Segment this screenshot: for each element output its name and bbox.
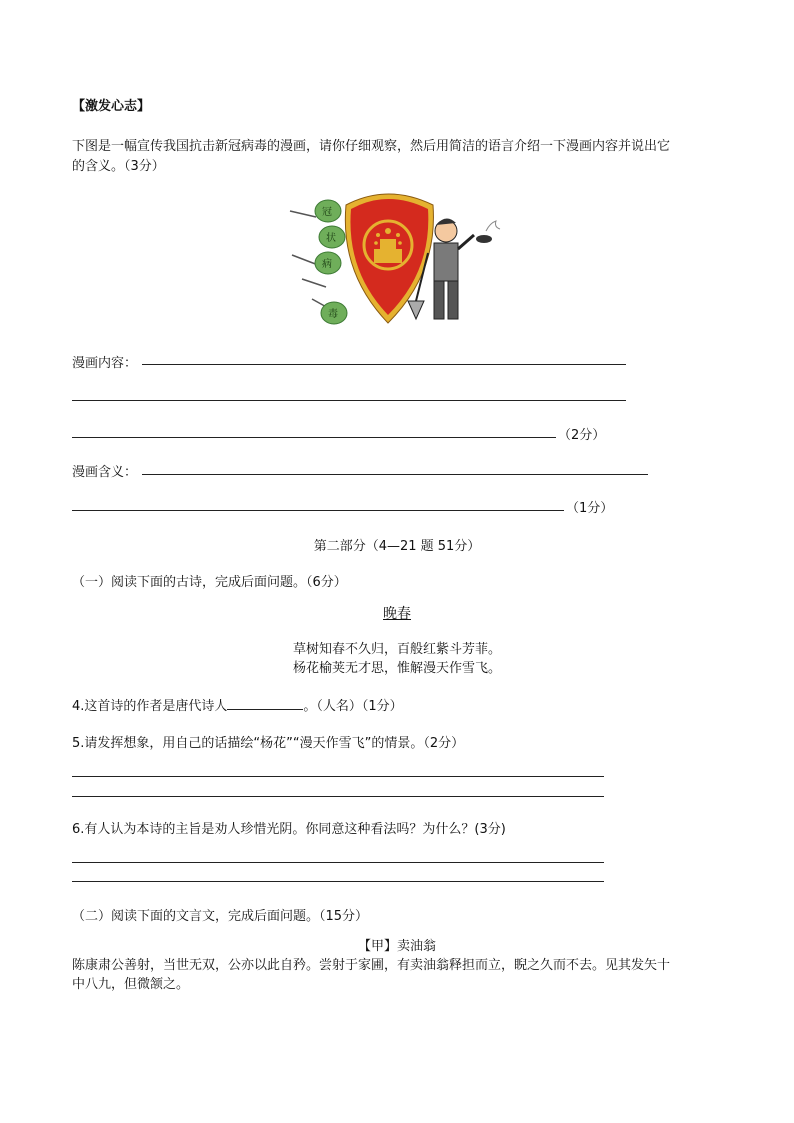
cartoon-svg bbox=[288, 183, 503, 328]
question-4 bbox=[72, 695, 403, 714]
meaning-answer-line-1[interactable] bbox=[142, 474, 648, 475]
section-header: 【激发心志】 bbox=[72, 99, 151, 114]
classical-text-line-2: 中八九，但微颔之。 bbox=[72, 977, 190, 992]
content-score: （2分） bbox=[558, 428, 606, 443]
classical-text-line-1: 陈康肃公善射，当世无双，公亦以此自矜。尝射于家圃，有卖油翁释担而立，睨之久而不去。见其发矢十 bbox=[72, 958, 671, 973]
classical-title: 【甲】卖油翁 bbox=[357, 939, 436, 954]
intro-line-1: 下图是一幅宣传我国抗击新冠病毒的漫画，请你仔细观察，然后用简洁的语言介绍一下漫画内容并说出它 bbox=[72, 139, 671, 154]
meaning-answer-line-2[interactable] bbox=[72, 510, 564, 511]
q5-answer-line-1[interactable] bbox=[72, 776, 604, 777]
intro-line-2: 的含义。（3分） bbox=[72, 159, 165, 174]
question-5: 5.请发挥想象，用自己的话描绘“杨花”“漫天作雪飞”的情景。（2分） bbox=[72, 736, 465, 751]
q6-answer-line-2[interactable] bbox=[72, 881, 604, 882]
virus-label-2: 状 bbox=[326, 233, 336, 244]
poem-title: 晚春 bbox=[383, 606, 411, 622]
poem-line-1: 草树知春不久归，百般红紫斗芳菲。 bbox=[292, 642, 501, 657]
content-answer-line-1[interactable] bbox=[142, 364, 626, 365]
q5-answer-line-2[interactable] bbox=[72, 796, 604, 797]
question-4-blank[interactable] bbox=[227, 697, 303, 710]
part2-title: 第二部分（4—21 题 51分） bbox=[313, 539, 481, 554]
poem-section-heading: （一）阅读下面的古诗，完成后面问题。（6分） bbox=[72, 575, 347, 590]
virus-label-3: 病 bbox=[322, 259, 332, 270]
poem-line-2: 杨花榆荚无才思，惟解漫天作雪飞。 bbox=[292, 661, 501, 676]
q6-answer-line-1[interactable] bbox=[72, 862, 604, 863]
question-4-prefix: 4.这首诗的作者是唐代诗人 bbox=[72, 699, 228, 714]
content-answer-line-3[interactable] bbox=[72, 437, 556, 438]
meaning-label: 漫画含义： bbox=[72, 465, 138, 480]
virus-label-4: 毒 bbox=[328, 309, 338, 320]
meaning-score: （1分） bbox=[566, 501, 614, 516]
classical-section-heading: （二）阅读下面的文言文，完成后面问题。（15分） bbox=[72, 909, 369, 924]
cartoon-illustration bbox=[288, 183, 503, 328]
question-6: 6.有人认为本诗的主旨是劝人珍惜光阴。你同意这种看法吗？为什么？(3分) bbox=[72, 822, 506, 837]
content-label: 漫画内容： bbox=[72, 356, 138, 371]
content-answer-line-2[interactable] bbox=[72, 400, 626, 401]
question-4-suffix: 。（人名）（1分） bbox=[303, 699, 403, 714]
virus-label-1: 冠 bbox=[322, 207, 332, 218]
